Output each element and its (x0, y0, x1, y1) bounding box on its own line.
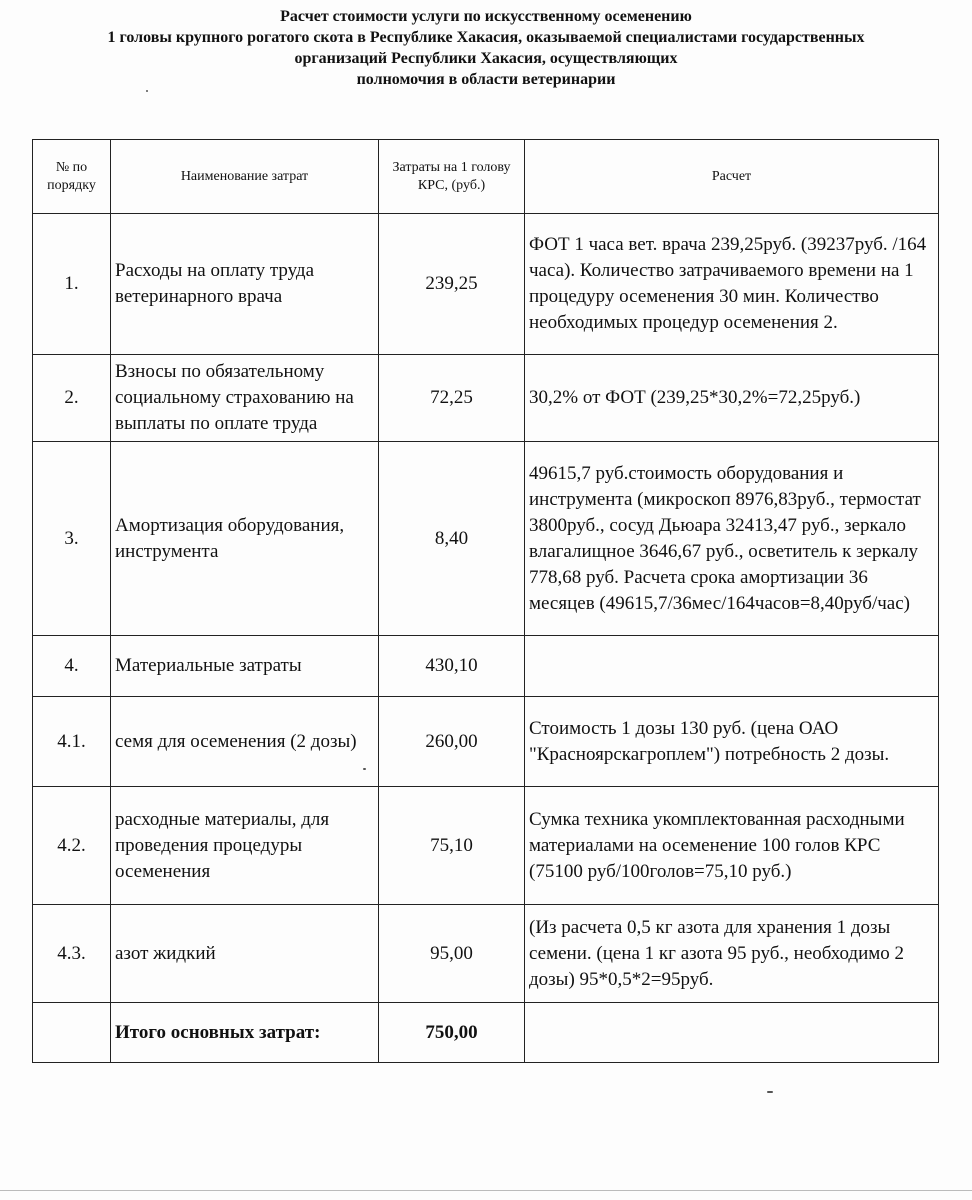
row-name: Расходы на оплату труда ветеринарного врача (111, 214, 379, 355)
title-line-2: 1 головы крупного рогатого скота в Республике Хакасия, оказываемой специалистами государственных (107, 29, 865, 46)
table-row (33, 787, 939, 905)
header-calc: Расчет (525, 140, 939, 214)
row-num: 4. (33, 636, 111, 697)
row-num: 4.1. (33, 697, 111, 787)
scan-edge-line (0, 1190, 972, 1191)
table-row (33, 905, 939, 1003)
row-amount: 75,10 (379, 787, 525, 905)
row-calc: ФОТ 1 часа вет. врача 239,25руб. (39237руб. /164 часа). Количество затрачиваемого времени на 1 процедуру осеменения 30 мин. Количество необходимых процедур осеменения 2. (525, 214, 939, 355)
row-name: Взносы по обязательному социальному страхованию на выплаты по оплате труда (111, 355, 379, 442)
row-calc: (Из расчета 0,5 кг азота для хранения 1 дозы семени. (цена 1 кг азота 95 руб., необходимо 2 дозы) 95*0,5*2=95руб. (525, 905, 939, 1003)
row-num: 4.2. (33, 787, 111, 905)
row-amount: 260,00 (379, 697, 525, 787)
header-num: № по порядку (33, 140, 111, 214)
scan-speck (767, 1091, 773, 1093)
row-amount: 8,40 (379, 442, 525, 636)
row-num: 2. (33, 355, 111, 442)
row-amount: 430,10 (379, 636, 525, 697)
title-line-3: организаций Республики Хакасия, осуществляющих (294, 50, 678, 67)
title-line-1: Расчет стоимости услуги по искусственному осеменению (280, 8, 692, 25)
table-row (33, 355, 939, 442)
row-num: 4.3. (33, 905, 111, 1003)
total-num (33, 1003, 111, 1063)
row-num: 3. (33, 442, 111, 636)
row-calc: 49615,7 руб.стоимость оборудования и инструмента (микроскоп 8976,83руб., термостат 3800руб., сосуд Дьюара 32413,47 руб., зеркало влагалищное 3646,67 руб., осветитель к зеркалу 778,68 руб. Расчета срока амортизации 36 месяцев (49615,7/36мес/164часов=8,40руб/час) (525, 442, 939, 636)
row-amount: 95,00 (379, 905, 525, 1003)
total-row (33, 1003, 939, 1063)
header-name: Наименование затрат (111, 140, 379, 214)
row-amount: 239,25 (379, 214, 525, 355)
table-row (33, 697, 939, 787)
table-row (33, 442, 939, 636)
header-cost: Затраты на 1 голову КРС, (руб.) (379, 140, 525, 214)
table-row (33, 214, 939, 355)
scan-speck (363, 768, 366, 770)
row-name: азот жидкий (111, 905, 379, 1003)
row-amount: 72,25 (379, 355, 525, 442)
row-name: Материальные затраты (111, 636, 379, 697)
row-name: семя для осеменения (2 дозы) (111, 697, 379, 787)
total-calc (525, 1003, 939, 1063)
cost-table (32, 139, 939, 1063)
row-name: Амортизация оборудования, инструмента (111, 442, 379, 636)
total-amount: 750,00 (379, 1003, 525, 1063)
title-line-4: полномочия в области ветеринарии (356, 71, 616, 88)
row-num: 1. (33, 214, 111, 355)
row-calc: Стоимость 1 дозы 130 руб. (цена ОАО "Красноярскагроплем") потребность 2 дозы. (525, 697, 939, 787)
document-title (0, 6, 972, 90)
row-calc: 30,2% от ФОТ (239,25*30,2%=72,25руб.) (525, 355, 939, 442)
row-calc: Сумка техника укомплектованная расходными материалами на осеменение 100 голов КРС (75100 руб/100голов=75,10 руб.) (525, 787, 939, 905)
row-name: расходные материалы, для проведения процедуры осеменения (111, 787, 379, 905)
table-row (33, 636, 939, 697)
scan-speck (146, 90, 148, 92)
total-label: Итого основных затрат: (111, 1003, 379, 1063)
header-row (33, 140, 939, 214)
row-calc (525, 636, 939, 697)
